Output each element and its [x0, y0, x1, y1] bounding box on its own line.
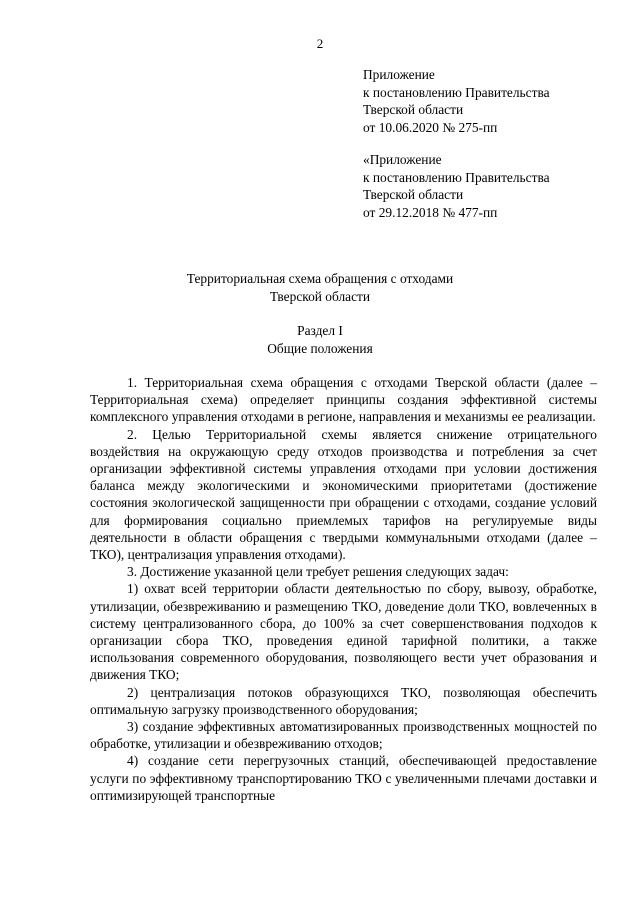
section-heading [0, 322, 640, 358]
appendix-current-line2: к постановлению Правительства [363, 84, 550, 100]
appendix-current-block [363, 66, 623, 136]
appendix-current-line1: Приложение [363, 67, 435, 82]
section-name: Общие положения [267, 341, 373, 356]
appendix-original-line1: «Приложение [363, 152, 442, 167]
page-number: 2 [316, 36, 324, 51]
appendix-original-line3: Тверской области [363, 187, 464, 202]
section-number: Раздел I [297, 323, 343, 338]
appendix-original-block [363, 151, 623, 221]
task-item-4: 4) создание сети перегрузочных станций, обеспечивающей предоставление услуги по эффективному транспортированию ТКО с увеличенными плечами доставки и оптимизирующей транспортные [90, 753, 597, 803]
task-item-2: 2) централизация потоков образующихся ТКО, позволяющая обеспечить оптимальную загрузку производственного оборудования; [90, 684, 597, 717]
paragraph-2: 2. Целью Территориальной схемы является снижение отрицательного воздействия на окружающую среду отходов производства и потребления за счет организации эффективной системы управления отходами при условии достижения баланса между экологическими и экономическими приоритетами (достижение состояния экологической защищенности при обращении с отходами, создание условий для формирования социально приемлемых тарифов на регулируемые виды деятельности в области обращения с твердыми коммунальными отходами (далее – ТКО), централизация управления отходами). [90, 426, 597, 563]
body-text [90, 374, 597, 804]
task-item-1: 1) охват всей территории области деятельностью по сбору, вывозу, обработке, утилизации, обезвреживанию и размещению ТКО, доведение доли ТКО, вовлеченных в систему централизованного сбора, до 100% за счет совершенствования подходов к организации сбора ТКО, проведения единой тарифной политики, а также использования современного оборудования, позволяющего вести учет образования и движения ТКО; [90, 581, 597, 683]
document-title-line2: Тверской области [269, 289, 371, 304]
appendix-original-line4: от 29.12.2018 № 477-пп [363, 204, 498, 220]
paragraph-1: 1. Территориальная схема обращения с отходами Тверской области (далее – Территориальная схема) определяет принципы создания эффективной системы комплексного управления отходами в регионе, направления и механизмы ее реализации. [90, 375, 597, 425]
document-title-line1: Территориальная схема обращения с отходами [186, 271, 454, 286]
appendix-current-line3: Тверской области [363, 102, 464, 117]
task-item-3: 3) создание эффективных автоматизированных производственных мощностей по обработке, утилизации и обезвреживанию отходов; [90, 719, 597, 752]
document-title [0, 270, 640, 306]
appendix-original-line2: к постановлению Правительства [363, 169, 550, 185]
appendix-current-line4: от 10.06.2020 № 275-пп [363, 119, 498, 135]
paragraph-3: 3. Достижение указанной цели требует решения следующих задач: [127, 564, 509, 580]
